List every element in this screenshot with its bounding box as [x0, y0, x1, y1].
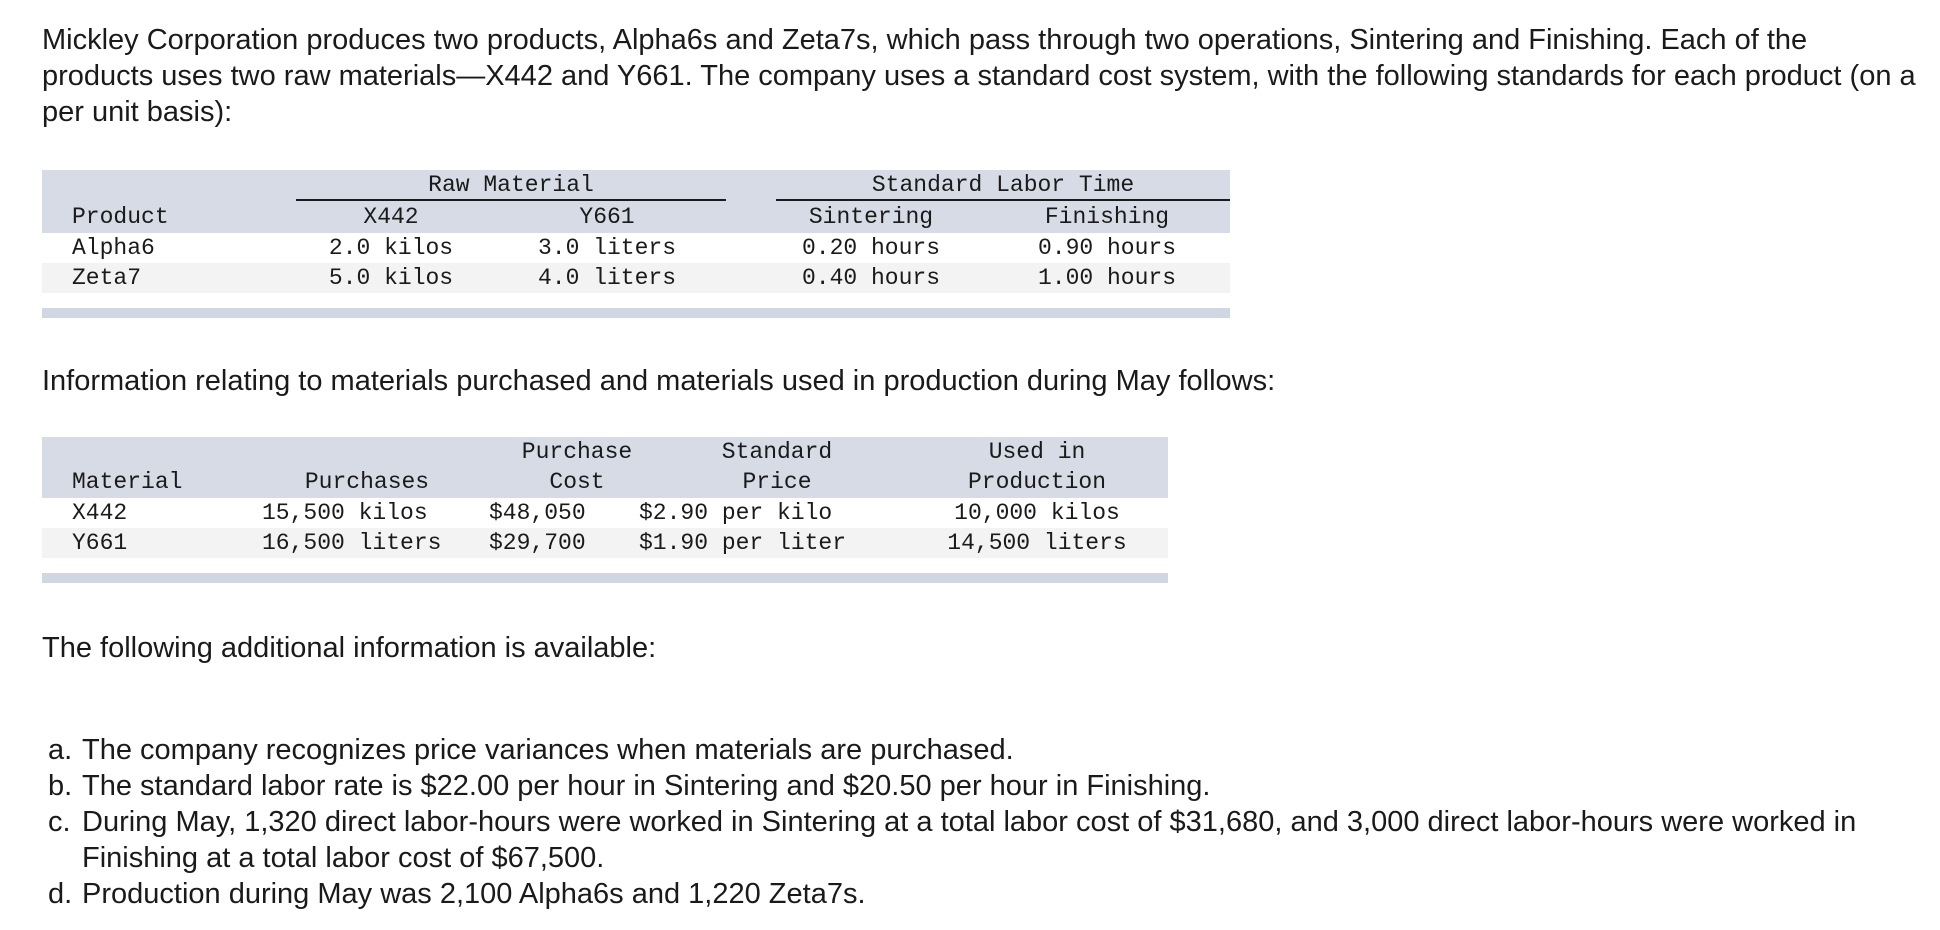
col-header-x442: X442 [363, 204, 419, 230]
cell-purchase-cost: $48,050 [489, 500, 586, 526]
cell-used-in-production: 14,500 liters [947, 530, 1127, 556]
col-header-standard-price-1: Standard [721, 439, 833, 465]
group-labor-time: Standard Labor Time [871, 172, 1135, 198]
raw-material-underline [296, 199, 726, 201]
labor-time-underline [776, 199, 1230, 201]
col-header-y661: Y661 [579, 204, 635, 230]
col-header-material: Material [72, 469, 183, 495]
cell-used-in-production: 10,000 kilos [954, 500, 1120, 526]
group-raw-material: Raw Material [428, 172, 594, 198]
table-row [42, 263, 1230, 293]
col-header-product: Product [72, 204, 169, 230]
cell-x442: 2.0 kilos [328, 235, 454, 261]
additional-intro: The following additional information is available: [42, 632, 657, 664]
materials-table [42, 437, 1168, 583]
list-item [42, 732, 1932, 768]
col-header-used-in-production-1: Used in [988, 439, 1086, 465]
list-marker: a. [48, 734, 73, 766]
cell-y661: 4.0 liters [537, 265, 677, 291]
table-bottom-bar [42, 308, 1230, 318]
cell-purchases: 16,500 liters [262, 530, 442, 556]
cell-standard-price: $1.90 per liter [639, 530, 847, 556]
list-item [42, 876, 1932, 912]
list-marker: c. [48, 806, 71, 838]
col-header-purchase-cost-2: Cost [549, 469, 605, 495]
group-header-row [42, 170, 1230, 200]
cell-purchases: 15,500 kilos [262, 500, 428, 526]
intro-paragraph: Mickley Corporation produces two products, Alpha6s and Zeta7s, which pass through two operations, Sintering and Finishing. Each of the products uses two raw materials—X442 and Y661. The company uses a standard cost system, with the following standards for each product (on a per unit basis): [42, 24, 1916, 128]
cell-sintering: 0.40 hours [801, 265, 941, 291]
cell-sintering: 0.20 hours [801, 235, 941, 261]
list-item [42, 804, 1932, 876]
cell-purchase-cost: $29,700 [489, 530, 586, 556]
col-header-finishing: Finishing [1044, 204, 1170, 230]
cell-material: Y661 [72, 530, 128, 556]
table-bottom-bar [42, 573, 1168, 583]
cell-finishing: 1.00 hours [1037, 265, 1177, 291]
cell-product: Alpha6 [72, 235, 155, 261]
table-row [42, 233, 1230, 263]
note-text: Production during May was 2,100 Alpha6s and 1,220 Zeta7s. [82, 878, 866, 910]
notes-list [42, 732, 1932, 912]
note-text: The standard labor rate is $22.00 per hour in Sintering and $20.50 per hour in Finishing. [82, 770, 1211, 802]
col-header-standard-price-2: Price [742, 469, 812, 495]
cell-x442: 5.0 kilos [328, 265, 454, 291]
note-text: The company recognizes price variances when materials are purchased. [82, 734, 1014, 766]
list-marker: b. [48, 770, 73, 802]
cell-y661: 3.0 liters [537, 235, 677, 261]
cell-material: X442 [72, 500, 128, 526]
col-header-purchase-cost-1: Purchase [521, 439, 633, 465]
table-row [42, 498, 1168, 528]
materials-intro: Information relating to materials purchased and materials used in production during May follows: [42, 365, 1276, 397]
list-item [42, 768, 1932, 804]
col-header-used-in-production-2: Production [967, 469, 1107, 495]
header-row-2 [42, 467, 1168, 497]
standards-table [42, 170, 1230, 318]
column-header-row [42, 202, 1230, 232]
list-marker: d. [48, 878, 73, 910]
col-header-sintering: Sintering [808, 204, 934, 230]
table-row [42, 528, 1168, 558]
header-row-1 [42, 437, 1168, 467]
cell-finishing: 0.90 hours [1037, 235, 1177, 261]
cell-standard-price: $2.90 per kilo [639, 500, 833, 526]
note-text: During May, 1,320 direct labor-hours were worked in Sintering at a total labor cost of $31,680, and 3,000 direct labor-hours were worked in Finishing at a total labor cost of $67,500. [82, 806, 1857, 874]
cell-product: Zeta7 [72, 265, 142, 291]
col-header-purchases: Purchases [304, 469, 430, 495]
